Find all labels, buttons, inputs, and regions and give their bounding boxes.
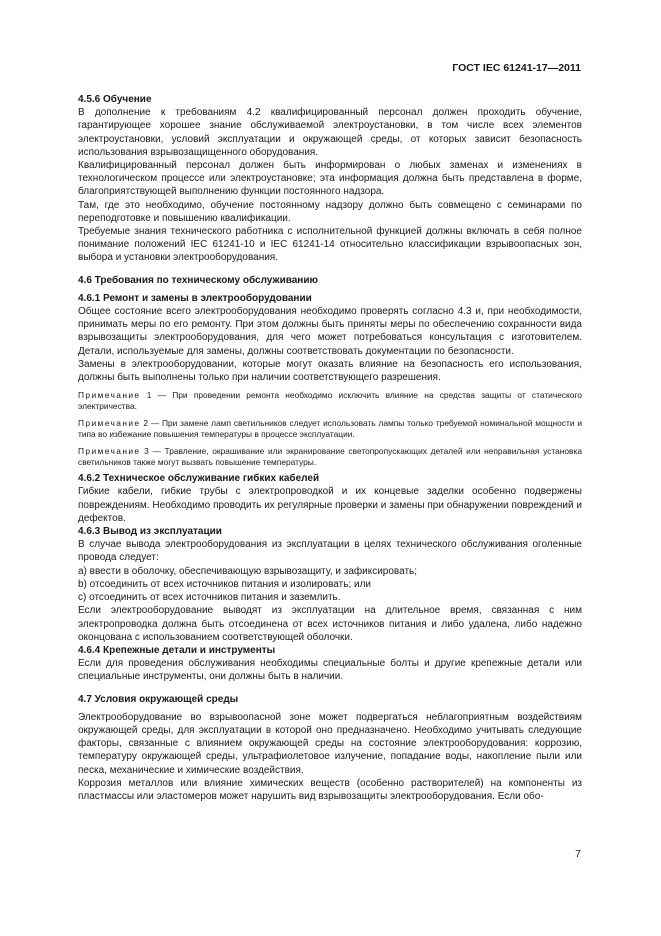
note-text: 2 — При замене ламп светильников следует использовать лампы только требуемой номинальной мощности и типа во избежание повышения температуры в процессе эксплуатации. — [78, 418, 582, 440]
note-label: Примечание — [78, 390, 141, 401]
list-item: b) отсоединить от всех источников питания и изолировать; или — [78, 578, 372, 590]
note-text: 1 — При проведении ремонта необходимо исключить влияние на средства защиты от статического электричества. — [78, 390, 582, 412]
heading-4-6: 4.6 Требования по техническому обслуживанию — [78, 274, 319, 286]
paragraph: Замены в электрооборудовании, которые могут оказать влияние на безопасность его использования, должны быть выполнены только при наличии соответствующего разрешения. — [78, 358, 582, 384]
list-item: с) отсоединить от всех источников питания и заземлить. — [78, 592, 341, 604]
heading-4-7: 4.7 Условия окружающей среды — [78, 693, 239, 705]
paragraph: Гибкие кабели, гибкие трубы с электропроводкой и их концевые заделки особенно подвержены повреждениям. Необходимо проводить их регулярные проверки и замены при обнаружении повреждений и дефектов. — [78, 486, 582, 524]
paragraph: Общее состояние всего электрооборудования необходимо проверять согласно 4.3 и, при необходимости, принимать меры по его ремонту. При этом должны быть приняты меры по обеспечению сохранности вида взрывозащиты электрооборудования, для чего может потребоваться консультация с изготовителем. Детали, используемые для замены, должны соответствовать документации по безопасности. — [78, 306, 582, 357]
note-2 — [78, 418, 582, 440]
page-content — [78, 93, 582, 803]
paragraph: Требуемые знания технического работника с исполнительной функцией должны включать в себя полное понимание положений IEC 61241-10 и IEC 61241-14 относительно классификации взрывоопасных зон, выбора и установки электрооборудования. — [78, 226, 582, 264]
note-3 — [78, 446, 582, 468]
note-label: Примечание — [78, 418, 141, 429]
paragraph: В дополнение к требованиям 4.2 квалифицированный персонал должен проходить обучение, гарантирующее хорошее знание обслуживаемой электроустановки, в том числе всех элементов электроустановки, условий эксплуатации и окружающей среды, от которых зависит безопасность использования взрывозащищенного оборудования. — [78, 107, 582, 158]
heading-4-6-2: 4.6.2 Техническое обслуживание гибких кабелей — [78, 473, 320, 485]
list-item: а) ввести в оболочку, обеспечивающую взрывозащиту, и зафиксировать; — [78, 565, 418, 577]
paragraph: Там, где это необходимо, обучение постоянному надзору должно быть совмещено с семинарами по переподготовке и повышению квалификации. — [78, 199, 582, 224]
heading-4-6-3: 4.6.3 Вывод из эксплуатации — [78, 526, 222, 538]
paragraph: Если электрооборудование выводят из эксплуатации на длительное время, связанная с ним электропроводка должна быть отсоединена от всех источников питания и либо удалена, либо надежно оконцована с использованием соответствующей оболочки. — [78, 605, 582, 643]
paragraph: В случае вывода электрооборудования из эксплуатации в целях технического обслуживания оголенные провода следует: — [78, 539, 582, 564]
note-text: 3 — Травление, окрашивание или экранирование светопропускающих деталей или неправильная установка светильников также могут вызвать повышение температуры. — [78, 446, 583, 468]
note-1 — [78, 390, 582, 412]
heading-4-5-6: 4.5.6 Обучение — [78, 94, 152, 105]
page-number: 7 — [575, 848, 581, 860]
heading-4-6-4: 4.6.4 Крепежные детали и инструменты — [78, 644, 276, 656]
paragraph: Если для проведения обслуживания необходимы специальные болты и другие крепежные детали или специальные инструменты, они должны быть в наличии. — [78, 658, 582, 683]
paragraph: Квалифицированный персонал должен быть информирован о любых заменах и изменениях в технологическом процессе или электроустановке; эта информация должна быть представлена в форме, благоприятствующей выполнению функции постоянного надзора. — [78, 160, 582, 198]
heading-4-6-1: 4.6.1 Ремонт и замены в электрооборудовании — [78, 292, 312, 304]
paragraph: Электрооборудование во взрывоопасной зоне может подвергаться неблагоприятным воздействиям окружающей среды, для эксплуатации в которой оно предназначено. Необходимо учитывать следующие факторы, связанные с влиянием окружающей среды на состояние электрооборудования: коррозию, температуру окружающей среды, ультрафиолетовое излучение, попадание воды, накопление пыли или песка, механические и химические воздействия. — [78, 711, 582, 776]
note-label: Примечание — [78, 446, 141, 457]
paragraph: Коррозия металлов или влияние химических веществ (особенно растворителей) на компоненты из пластмассы или эластомеров может нарушить вид взрывозащиты электрооборудования. Если обо- — [78, 777, 582, 802]
document-header: ГОСТ IEC 61241-17—2011 — [452, 62, 581, 74]
